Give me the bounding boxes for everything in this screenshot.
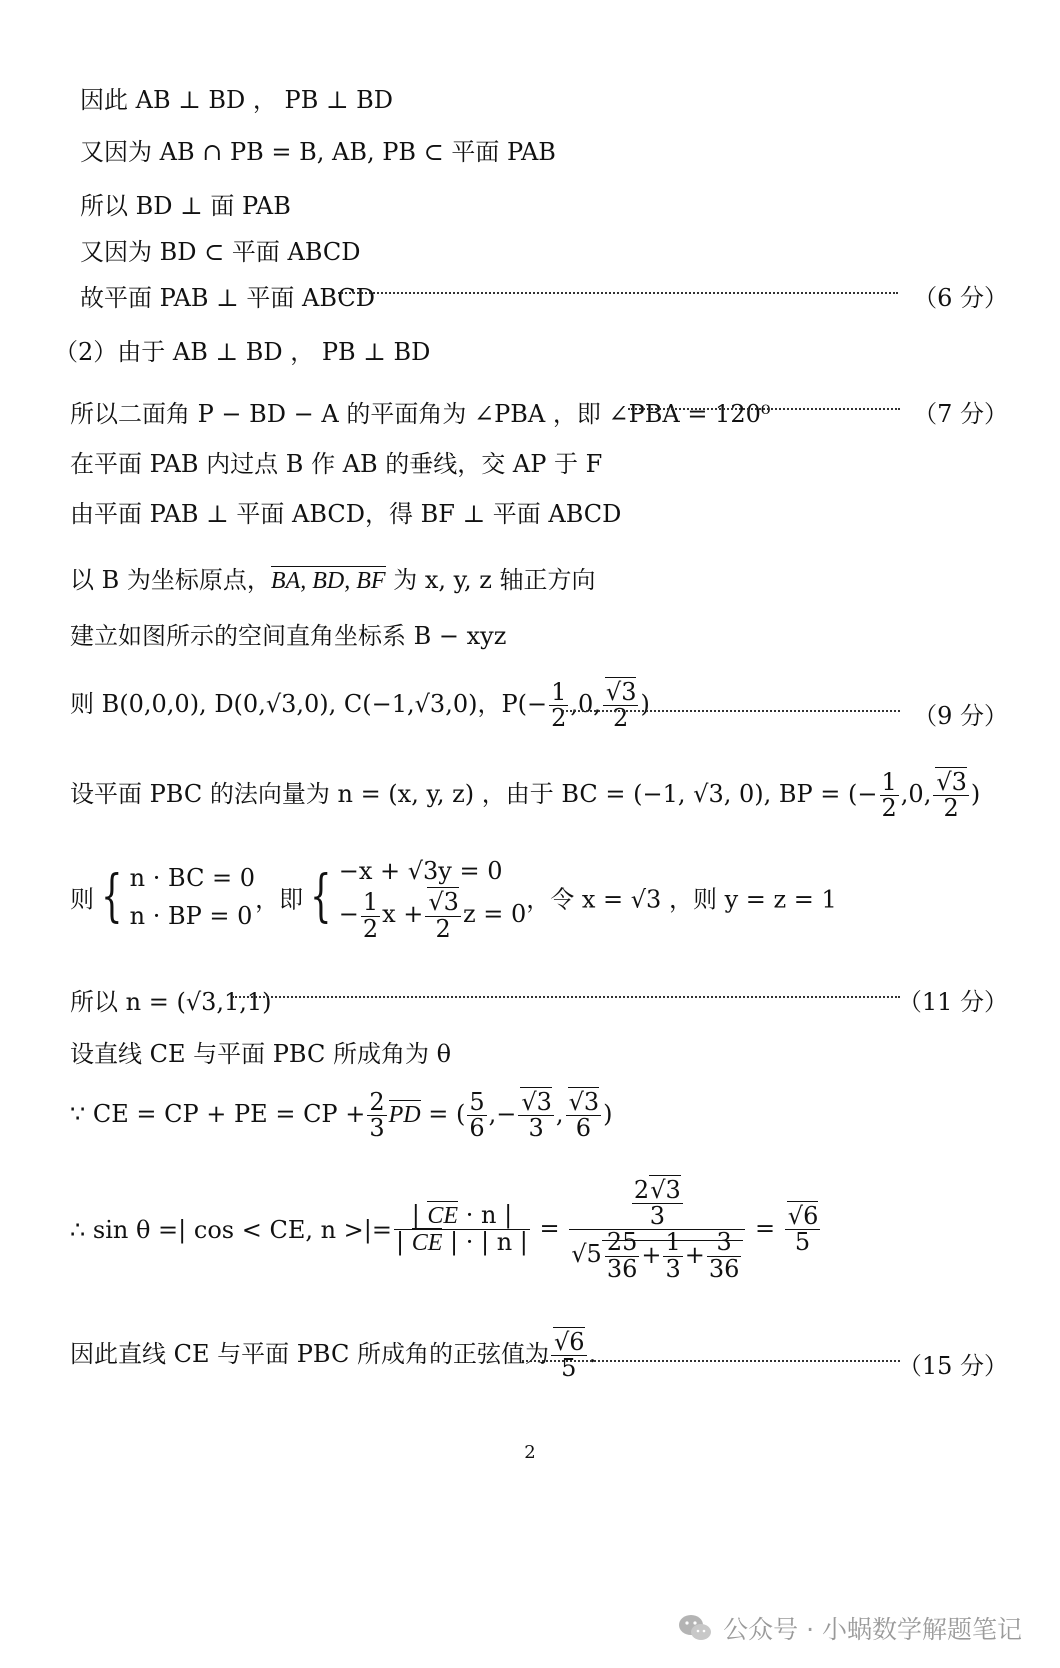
- proof-line-5: 故平面 PAB ⊥ 平面 ABCD: [80, 284, 376, 312]
- proof-line-2: 又因为 AB ∩ PB = B, AB, PB ⊂ 平面 PAB: [80, 138, 556, 166]
- equation-system-line: 则 { n · BC = 0 n · BP = 0 ，即 { −x + √3y = 0 − $\frac{1}{2}$ x + $\frac{√3}{2}$ z = 0 ，令 x = √3 ，则 y = z = 1: [70, 857, 837, 943]
- watermark: [677, 1610, 1022, 1646]
- score-15: （15 分）: [897, 1352, 1008, 1380]
- vector-ce-line: ∵ CE = CP + PE = CP + $\frac{2}{3}$ PD = ( $\frac{5}{6}$ ,− $\frac{√3}{3}$ , $\frac{√3}{6}$ ): [70, 1088, 613, 1143]
- dotted-leader: [522, 1360, 900, 1362]
- wechat-icon: [677, 1613, 713, 1643]
- axis-direction-line: 以 B 为坐标原点，BA, BD, BF 为 x, y, z 轴正方向: [70, 566, 596, 594]
- dotted-leader: [562, 710, 900, 712]
- plane-perp-line: 由平面 PAB ⊥ 平面 ABCD，得 BF ⊥ 平面 ABCD: [70, 500, 622, 528]
- proof-line-1: 因此 AB ⊥ BD ， PB ⊥ BD: [80, 86, 394, 114]
- final-answer-line: 因此直线 CE 与平面 PBC 所成角的正弦值为 $\frac{√6}{5}$ .: [70, 1328, 597, 1383]
- dotted-leader: [628, 408, 900, 410]
- score-9: （9 分）: [913, 702, 1008, 730]
- proof-line-4: 又因为 BD ⊂ 平面 ABCD: [80, 238, 361, 266]
- proof-line-3: 所以 BD ⊥ 面 PAB: [80, 192, 291, 220]
- angle-setup-line: 设直线 CE 与平面 PBC 所成角为 θ: [70, 1040, 452, 1068]
- page-number: 2: [524, 1442, 536, 1463]
- normal-vector-result-line: 所以 n = (√3,1,1): [70, 988, 272, 1016]
- score-6: （6 分）: [913, 284, 1008, 312]
- score-11: （11 分）: [897, 988, 1008, 1016]
- sine-computation-line: ∴ sin θ =| cos < CE, n >|= $\frac{| CE \cdot n |}{| CE | \cdot | n |}$ = $\frac{2√3}{3}$ √5 $\frac{25}{36}$ + $\frac{1}{3}$ + $\frac{3}{36}$ = $\frac{√6}{5}$: [70, 1176, 819, 1283]
- dihedral-angle-line: 所以二面角 P − BD − A 的平面角为 ∠PBA ，即 ∠PBA = 120⁰: [70, 400, 771, 428]
- normal-vector-setup-line: 设平面 PBC 的法向量为 n = (x, y, z) ，由于 BC = (−1, √3, 0), BP = (− $\frac{1}{2}$ ,0, $\frac{√3}{2}$ ): [70, 768, 981, 823]
- point-coordinates-line: 则 B(0,0,0), D(0,√3,0), C(−1,√3,0)，P(− $\frac{1}{2}$ ,0, $\frac{√3}{2}$ ): [70, 678, 650, 733]
- perpendicular-line: 在平面 PAB 内过点 B 作 AB 的垂线，交 AP 于 F: [70, 450, 603, 478]
- score-7: （7 分）: [913, 400, 1008, 428]
- part2-heading: （2）由于 AB ⊥ BD ， PB ⊥ BD: [54, 338, 431, 366]
- coordinate-system-line: 建立如图所示的空间直角坐标系 B − xyz: [70, 622, 507, 650]
- dotted-leader: [232, 996, 900, 998]
- watermark-text: 公众号 · 小蜗数学解题笔记: [723, 1615, 1022, 1644]
- dotted-leader: [338, 292, 898, 294]
